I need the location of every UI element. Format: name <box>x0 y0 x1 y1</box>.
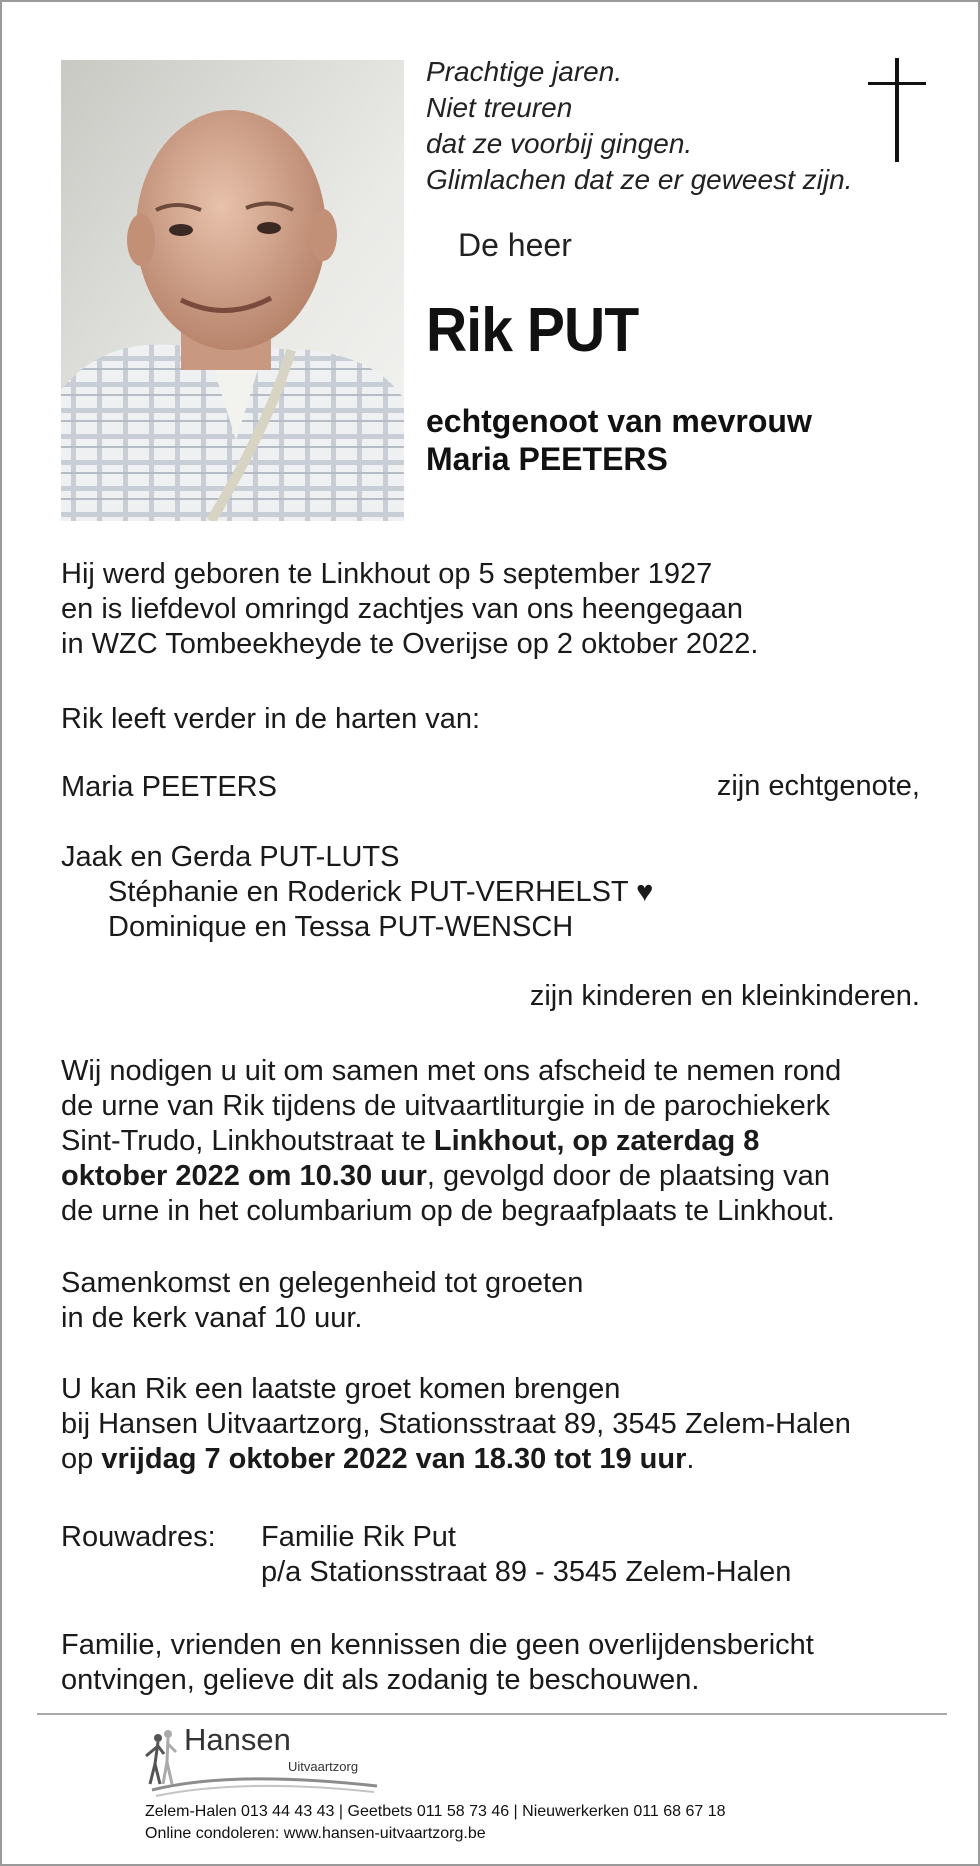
text-line: in de kerk vanaf 10 uur. <box>61 1302 363 1334</box>
spouse-line: Maria PEETERS <box>426 441 668 477</box>
text-line <box>61 1442 851 1477</box>
salutation: De heer <box>458 227 572 263</box>
spouse-line: echtgenoot van mevrouw <box>426 403 812 439</box>
logo-name: Hansen <box>184 1722 291 1757</box>
deceased-name: Rik PUT <box>426 296 639 365</box>
invitation-paragraph <box>61 1054 841 1229</box>
text-span: , gevolgd door de plaatsing van <box>426 1160 830 1192</box>
service-location-date: Linkhout, op zaterdag 8 <box>433 1125 760 1157</box>
children-list <box>61 840 653 945</box>
text-line: Hij werd geboren te Linkhout op 5 september 1927 <box>61 558 713 590</box>
text-span: . <box>686 1443 695 1475</box>
text-line: U kan Rik een laatste groet komen brengen <box>61 1373 621 1405</box>
grandchild-couple: Stéphanie en Roderick PUT-VERHELST ♥ <box>108 876 654 908</box>
text-line: de urne van Rik tijdens de uitvaartliturgie in de parochiekerk <box>61 1090 830 1122</box>
text-line: in WZC Tombeekheyde te Overijse op 2 oktober 2022. <box>61 628 759 660</box>
text-line: bij Hansen Uitvaartzorg, Stationsstraat 89, 3545 Zelem-Halen <box>61 1408 851 1440</box>
text-line <box>61 1124 841 1159</box>
portrait-illustration <box>61 60 404 521</box>
portrait-photo <box>61 60 404 521</box>
child-couple: Jaak en Gerda PUT-LUTS <box>61 841 400 873</box>
service-date-time: oktober 2022 om 10.30 uur <box>61 1160 427 1192</box>
address-line: p/a Stationsstraat 89 - 3545 Zelem-Halen <box>261 1556 792 1588</box>
poem-line: Prachtige jaren. <box>426 56 623 87</box>
wife-role: zijn echtgenote, <box>716 770 920 802</box>
children-role: zijn kinderen en kleinkinderen. <box>529 980 920 1012</box>
footer-divider <box>37 1713 947 1715</box>
footer-online: Online condoleren: www.hansen-uitvaartzorg.be <box>145 1825 486 1842</box>
closing-paragraph <box>61 1628 814 1698</box>
poem <box>426 54 852 198</box>
lives-on-text: Rik leeft verder in de harten van: <box>61 703 481 735</box>
birth-paragraph <box>61 557 758 662</box>
text-span: Sint-Trudo, Linkhoutstraat te <box>61 1125 434 1157</box>
spouse-info <box>426 402 812 478</box>
poem-line: Niet treuren <box>426 92 573 123</box>
gathering-paragraph <box>61 1266 583 1336</box>
text-span: op <box>61 1443 102 1475</box>
poem-line: dat ze voorbij gingen. <box>426 128 693 159</box>
logo-subtitle: Uitvaartzorg <box>288 1759 359 1774</box>
address-line: Familie Rik Put <box>261 1521 456 1553</box>
visit-paragraph <box>61 1372 851 1477</box>
text-line: de urne in het columbarium op de begraafplaats te Linkhout. <box>61 1195 835 1227</box>
text-line: Samenkomst en gelegenheid tot groeten <box>61 1267 584 1299</box>
wife-name: Maria PEETERS <box>61 771 277 803</box>
footer-phones: Zelem-Halen 013 44 43 43 | Geetbets 011 58 73 46 | Nieuwerkerken 011 68 67 18 <box>145 1803 726 1820</box>
address-block <box>261 1520 791 1590</box>
grandchild-couple: Dominique en Tessa PUT-WENSCH <box>108 911 574 943</box>
text-line: en is liefdevol omringd zachtjes van ons heengegaan <box>61 593 743 625</box>
text-line <box>61 1159 841 1194</box>
text-line: Wij nodigen u uit om samen met ons afscheid te nemen rond <box>61 1055 842 1087</box>
poem-line: Glimlachen dat ze er geweest zijn. <box>426 164 853 195</box>
text-line: ontvingen, gelieve dit als zodanig te beschouwen. <box>61 1664 700 1696</box>
text-line: Familie, vrienden en kennissen die geen overlijdensbericht <box>61 1629 814 1661</box>
address-label: Rouwadres: <box>61 1521 216 1553</box>
visit-date-time: vrijdag 7 oktober 2022 van 18.30 tot 19 uur <box>101 1443 687 1475</box>
cross-icon <box>868 58 926 162</box>
